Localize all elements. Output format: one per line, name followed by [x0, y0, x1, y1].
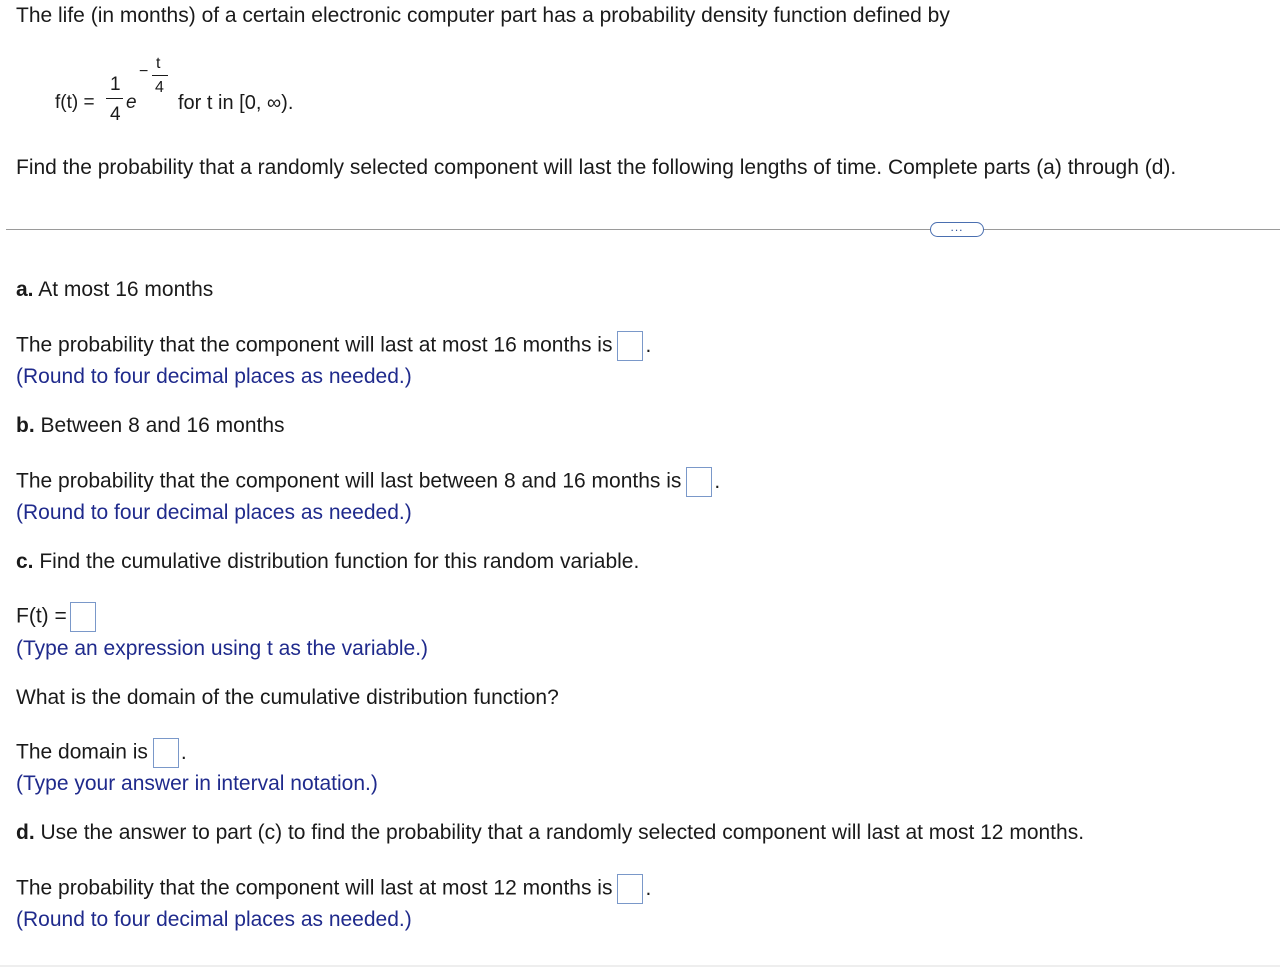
part-c-domain-hint: (Type your answer in interval notation.) — [16, 772, 378, 795]
pdf-base: e — [126, 92, 137, 113]
part-d-heading — [16, 820, 1084, 846]
part-a-letter: a. — [16, 278, 34, 301]
pdf-domain-text: for t in [0, ∞). — [178, 92, 294, 114]
part-c-domain-input[interactable] — [153, 738, 179, 768]
part-a-prompt-row — [16, 331, 651, 361]
bottom-border — [0, 965, 1280, 967]
part-c-heading — [16, 549, 639, 575]
part-c-domain-prompt: The domain is — [16, 740, 148, 764]
part-b-prompt-row — [16, 467, 720, 497]
part-d-prompt-row — [16, 874, 651, 904]
instructions: Find the probability that a randomly selected component will last the following lengths of time. Complete parts (a) through (d). — [16, 156, 1177, 179]
pdf-exponent-numerator: t — [156, 55, 161, 72]
part-a-title: At most 16 months — [38, 278, 214, 301]
part-b-period: . — [714, 469, 721, 493]
part-d-title: Use the answer to part (c) to find the probability that a randomly selected component will last at most 12 months. — [40, 821, 1085, 844]
part-b-heading — [16, 413, 285, 439]
pdf-coef-fraction-bar — [106, 98, 123, 99]
part-b-title: Between 8 and 16 months — [40, 414, 285, 437]
part-c-cdf-row — [16, 602, 96, 632]
question-intro: The life (in months) of a certain electronic computer part has a probability density function defined by — [16, 4, 950, 27]
part-c-cdf-label: F(t) = — [16, 604, 67, 628]
part-c-domain-row — [16, 738, 187, 768]
part-c-domain-question: What is the domain of the cumulative distribution function? — [16, 686, 559, 709]
part-c-cdf-input[interactable] — [70, 602, 96, 632]
part-a-heading — [16, 277, 213, 303]
part-d-letter: d. — [16, 821, 35, 844]
part-d-hint: (Round to four decimal places as needed.) — [16, 908, 412, 931]
pdf-lhs: f(t) = — [55, 92, 95, 113]
part-d-prompt: The probability that the component will last at most 12 months is — [16, 876, 613, 900]
pdf-exponent-sign: − — [139, 63, 149, 80]
pdf-exponent-fraction-bar — [152, 75, 168, 76]
pdf-coef-numerator: 1 — [110, 74, 121, 95]
part-c-letter: c. — [16, 550, 34, 573]
part-a-prompt: The probability that the component will last at most 16 months is — [16, 333, 613, 357]
part-d-answer-input[interactable] — [617, 874, 643, 904]
part-a-period: . — [645, 333, 652, 357]
part-b-letter: b. — [16, 414, 35, 437]
part-b-answer-input[interactable] — [686, 467, 712, 497]
part-b-hint: (Round to four decimal places as needed.) — [16, 501, 412, 524]
pdf-coef-denominator: 4 — [110, 104, 121, 125]
part-a-hint: (Round to four decimal places as needed.) — [16, 365, 412, 388]
part-c-cdf-hint: (Type an expression using t as the variable.) — [16, 637, 429, 660]
part-c-period: . — [180, 740, 187, 764]
part-a-answer-input[interactable] — [617, 331, 643, 361]
part-d-period: . — [645, 876, 652, 900]
part-c-title: Find the cumulative distribution function for this random variable. — [39, 550, 640, 573]
pdf-exponent-denominator: 4 — [155, 79, 164, 96]
section-divider — [6, 229, 1280, 230]
expand-more-button[interactable]: ... — [930, 222, 984, 237]
part-b-prompt: The probability that the component will last between 8 and 16 months is — [16, 469, 682, 493]
